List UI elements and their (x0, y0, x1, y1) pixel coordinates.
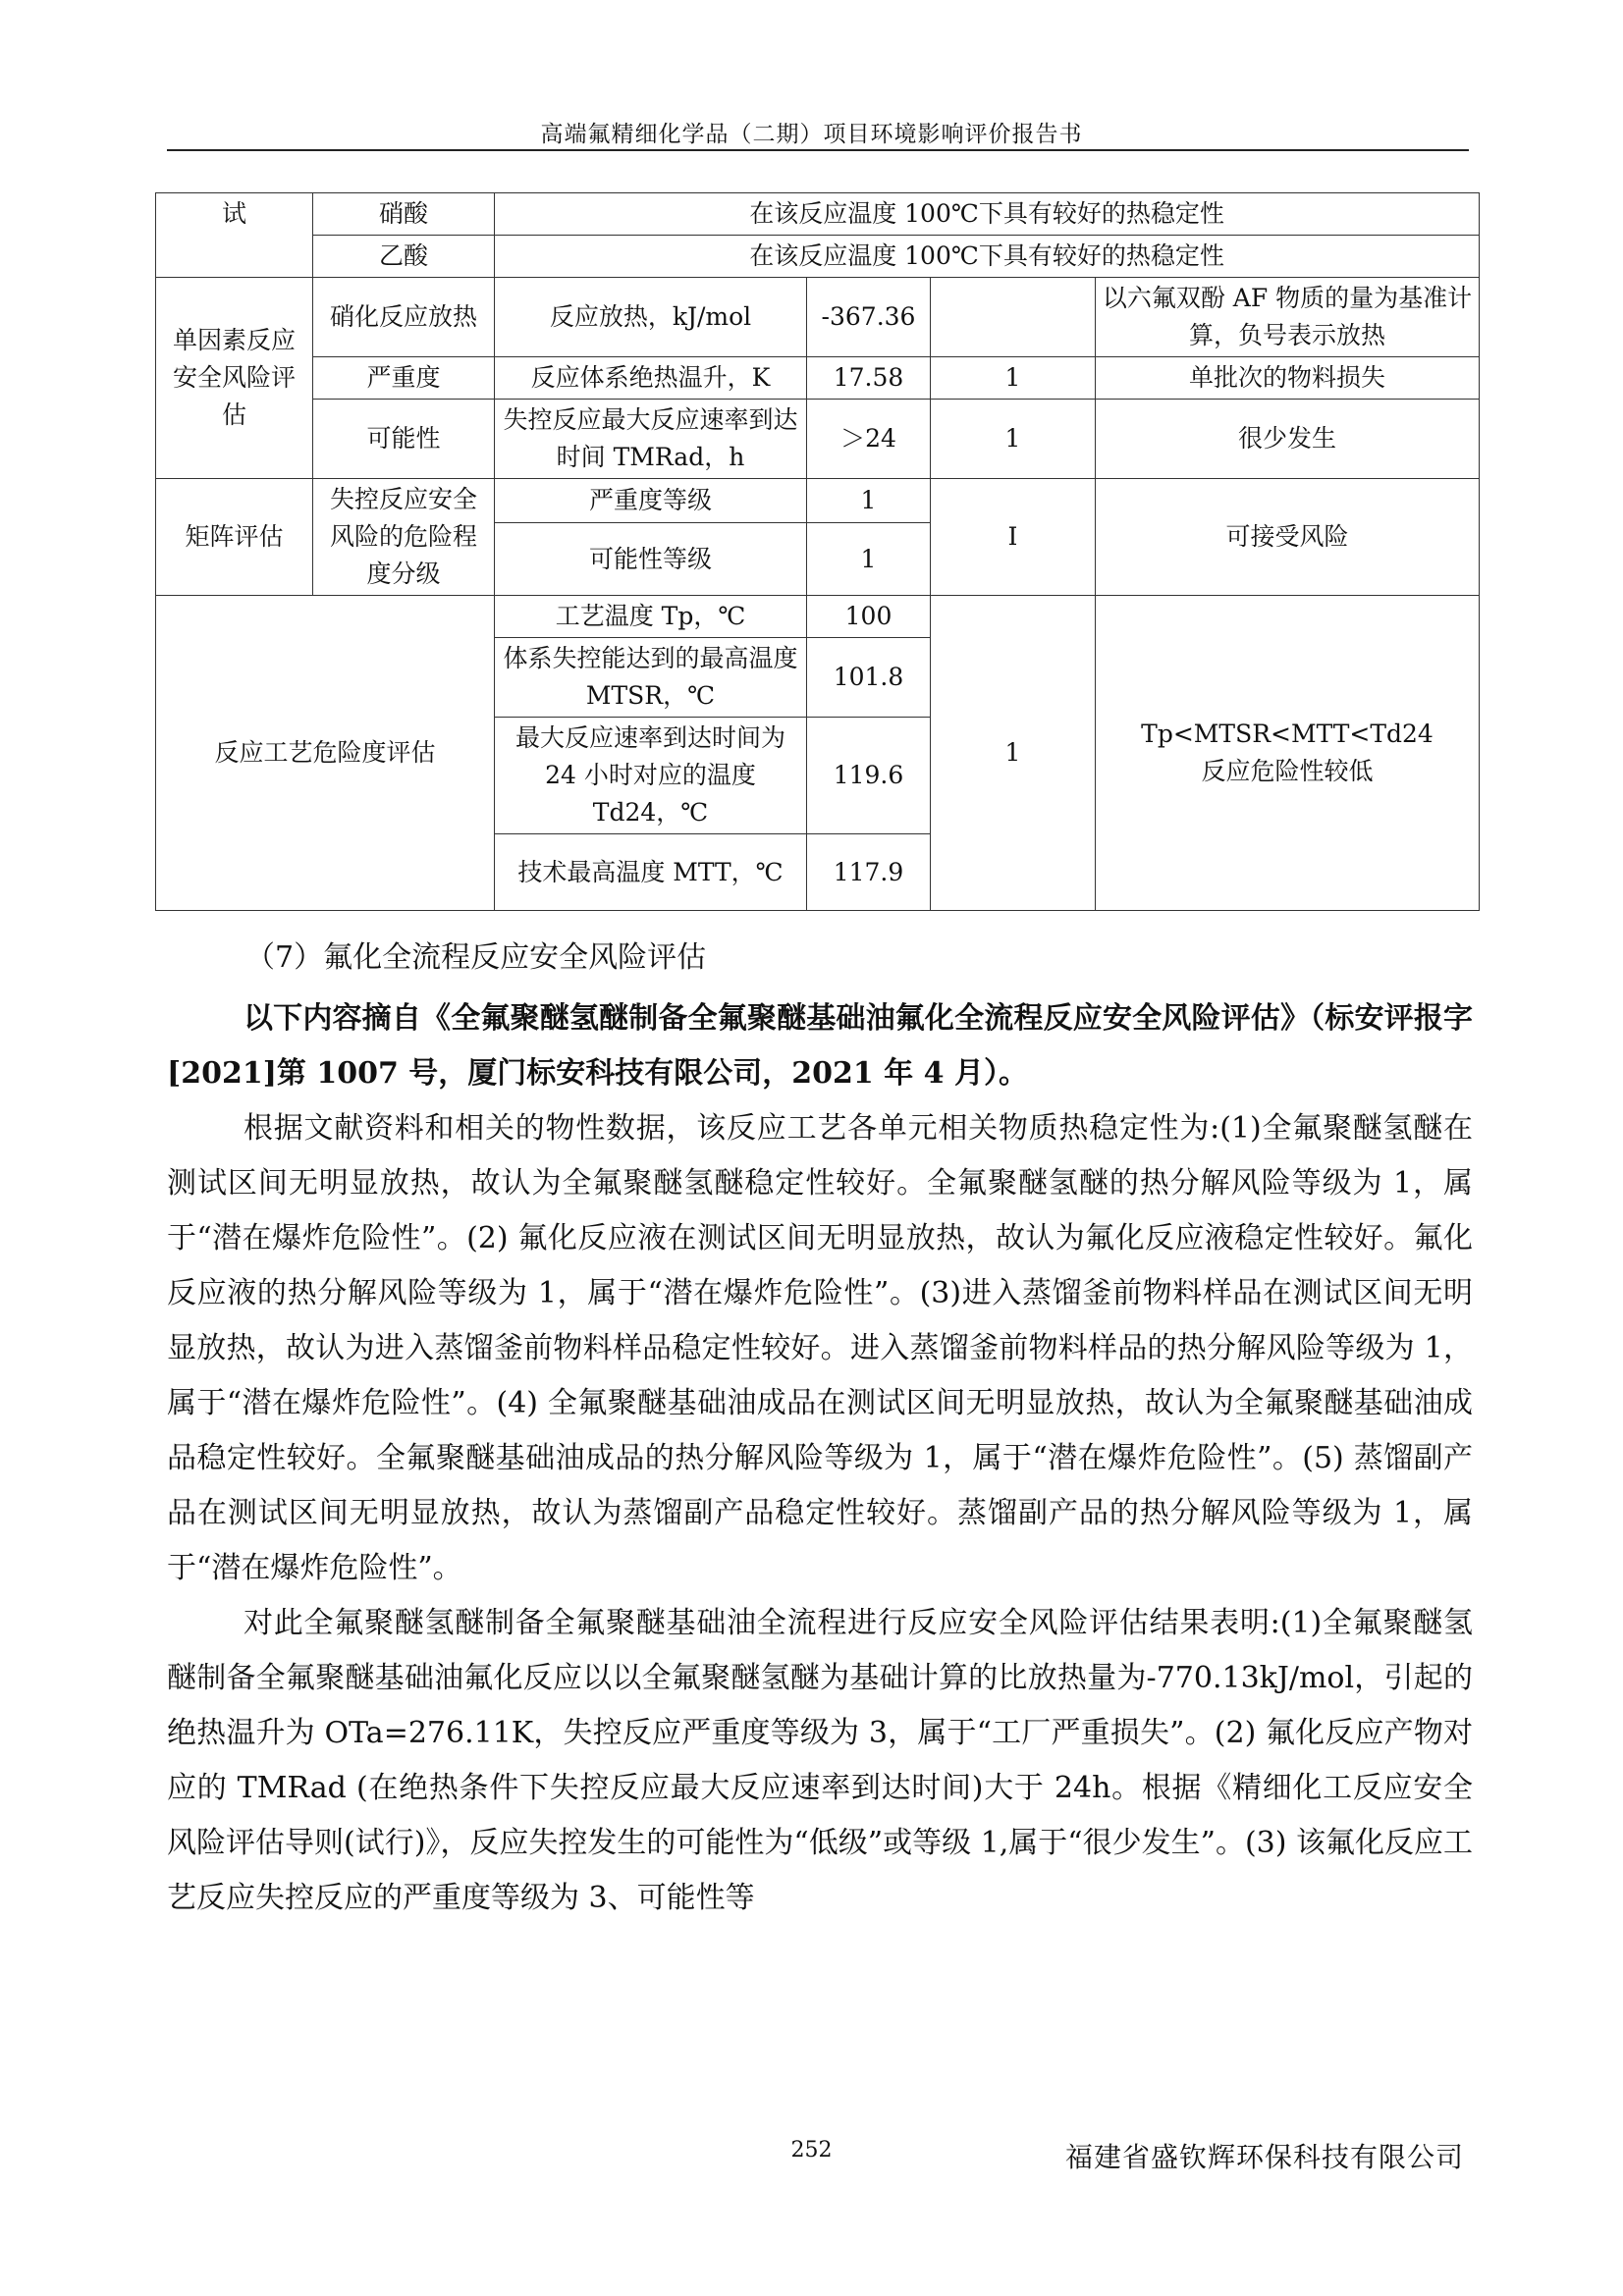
table-cell-level: 1 (931, 357, 1096, 400)
table-cell-param: 失控反应最大反应速率到达时间 TMRad，h (495, 400, 807, 479)
table-cell-item: 乙酸 (313, 236, 495, 278)
table-cell-param: 可能性等级 (495, 523, 807, 596)
table-row (156, 278, 1480, 357)
table-cell-value: -367.36 (807, 278, 931, 357)
table-cell-note (1096, 596, 1480, 911)
table-row (156, 400, 1480, 479)
page-number: 252 (790, 2138, 833, 2163)
table-cell-group-single-factor: 单因素反应安全风险评估 (156, 278, 313, 479)
table-cell-level: 1 (931, 596, 1096, 911)
risk-assessment-table (155, 192, 1480, 911)
footer-company: 福建省盛钦辉环保科技有限公司 (1064, 2141, 1464, 2173)
table-cell-value: 1 (807, 479, 931, 523)
table-cell-value: 在该反应温度 100℃下具有较好的热稳定性 (495, 193, 1480, 236)
body-paragraph: 对此全氟聚醚氢醚制备全氟聚醚基础油全流程进行反应安全风险评估结果表明:(1)全氟聚醚氢醚制备全氟聚醚基础油氟化反应以以全氟聚醚氢醚为基础计算的比放热量为-770.13kJ/mol，引起的绝热温升为 ΟTa=276.11K，失控反应严重度等级为 3，属于“工厂严重损失”。(2) 氟化反应产物对应的 TMRad (在绝热条件下失控反应最大反应速率到达时间)大于 24h。根据《精细化工反应安全风险评估导则(试行)》，反应失控发生的可能性为“低级”或等级 1,属于“很少发生”。(3) 该氟化反应工艺反应失控反应的严重度等级为 3、可能性等 (167, 1606, 1473, 1915)
table-cell-group-matrix: 矩阵评估 (156, 479, 313, 596)
body-paragraph: 根据文献资料和相关的物性数据，该反应工艺各单元相关物质热稳定性为:(1)全氟聚醚氢醚在测试区间无明显放热，故认为全氟聚醚氢醚稳定性较好。全氟聚醚氢醚的热分解风险等级为 1，属于“潜在爆炸危险性”。(2) 氟化反应液在测试区间无明显放热，故认为氟化反应液稳定性较好。氟化反应液的热分解风险等级为 1，属于“潜在爆炸危险性”。(3)进入蒸馏釜前物料样品在测试区间无明显放热，故认为进入蒸馏釜前物料样品稳定性较好。进入蒸馏釜前物料样品的热分解风险等级为 1，属于“潜在爆炸危险性”。(4) 全氟聚醚基础油成品在测试区间无明显放热，故认为全氟聚醚基础油成品稳定性较好。全氟聚醚基础油成品的热分解风险等级为 1，属于“潜在爆炸危险性”。(5) 蒸馏副产品在测试区间无明显放热，故认为蒸馏副产品稳定性较好。蒸馏副产品的热分解风险等级为 1，属于“潜在爆炸危险性”。 (167, 1111, 1473, 1585)
table-cell-group-process: 反应工艺危险度评估 (156, 596, 495, 911)
table-cell-value: 100 (807, 596, 931, 638)
table-cell-note: 可接受风险 (1096, 479, 1480, 596)
table-cell-param: 反应放热，kJ/mol (495, 278, 807, 357)
table-cell-level (931, 278, 1096, 357)
table-cell-param: 反应体系绝热温升，K (495, 357, 807, 400)
table-row (156, 479, 1480, 523)
table-row (156, 596, 1480, 638)
table-row (156, 193, 1480, 236)
table-row (156, 357, 1480, 400)
table-cell-group-tail: 试 (156, 193, 313, 278)
table-note-line: Tp<MTSR<MTT<Td24 (1141, 720, 1434, 748)
section-heading: （7）氟化全流程反应安全风险评估 (245, 940, 707, 975)
table-cell-item: 硝化反应放热 (313, 278, 495, 357)
table-cell-note: 单批次的物料损失 (1096, 357, 1480, 400)
table-row (156, 236, 1480, 278)
table-cell-value: 119.6 (807, 718, 931, 834)
body-text (167, 991, 1473, 1926)
header-divider (167, 149, 1469, 151)
table-note-line: 反应危险性较低 (1201, 757, 1374, 785)
table-cell-value: 1 (807, 523, 931, 596)
table-cell-item: 可能性 (313, 400, 495, 479)
table-cell-param: 技术最高温度 MTT，℃ (495, 834, 807, 911)
table-cell-value: 在该反应温度 100℃下具有较好的热稳定性 (495, 236, 1480, 278)
table-cell-value: 101.8 (807, 638, 931, 718)
table-cell-item: 硝酸 (313, 193, 495, 236)
table-cell-item: 失控反应安全风险的危险程度分级 (313, 479, 495, 596)
table-cell-param: 工艺温度 Tp，℃ (495, 596, 807, 638)
table-cell-level: 1 (931, 400, 1096, 479)
table-cell-value: 17.58 (807, 357, 931, 400)
table-cell-param: 体系失控能达到的最高温度 MTSR，℃ (495, 638, 807, 718)
table-cell-param: 严重度等级 (495, 479, 807, 523)
table-cell-note: 以六氟双酚 AF 物质的量为基准计算，负号表示放热 (1096, 278, 1480, 357)
document-header-title: 高端氟精细化学品（二期）项目环境影响评价报告书 (540, 122, 1083, 147)
table-cell-note: 很少发生 (1096, 400, 1480, 479)
source-citation-paragraph: 以下内容摘自《全氟聚醚氢醚制备全氟聚醚基础油氟化全流程反应安全风险评估》（标安评报字[2021]第 1007 号，厦门标安科技有限公司，2021 年 4 月）。 (167, 1001, 1473, 1091)
table-cell-item: 严重度 (313, 357, 495, 400)
table-cell-level: I (931, 479, 1096, 596)
table-cell-value: ＞24 (807, 400, 931, 479)
table-cell-value: 117.9 (807, 834, 931, 911)
table-cell-param: 最大反应速率到达时间为 24 小时对应的温度 Td24，℃ (495, 718, 807, 834)
